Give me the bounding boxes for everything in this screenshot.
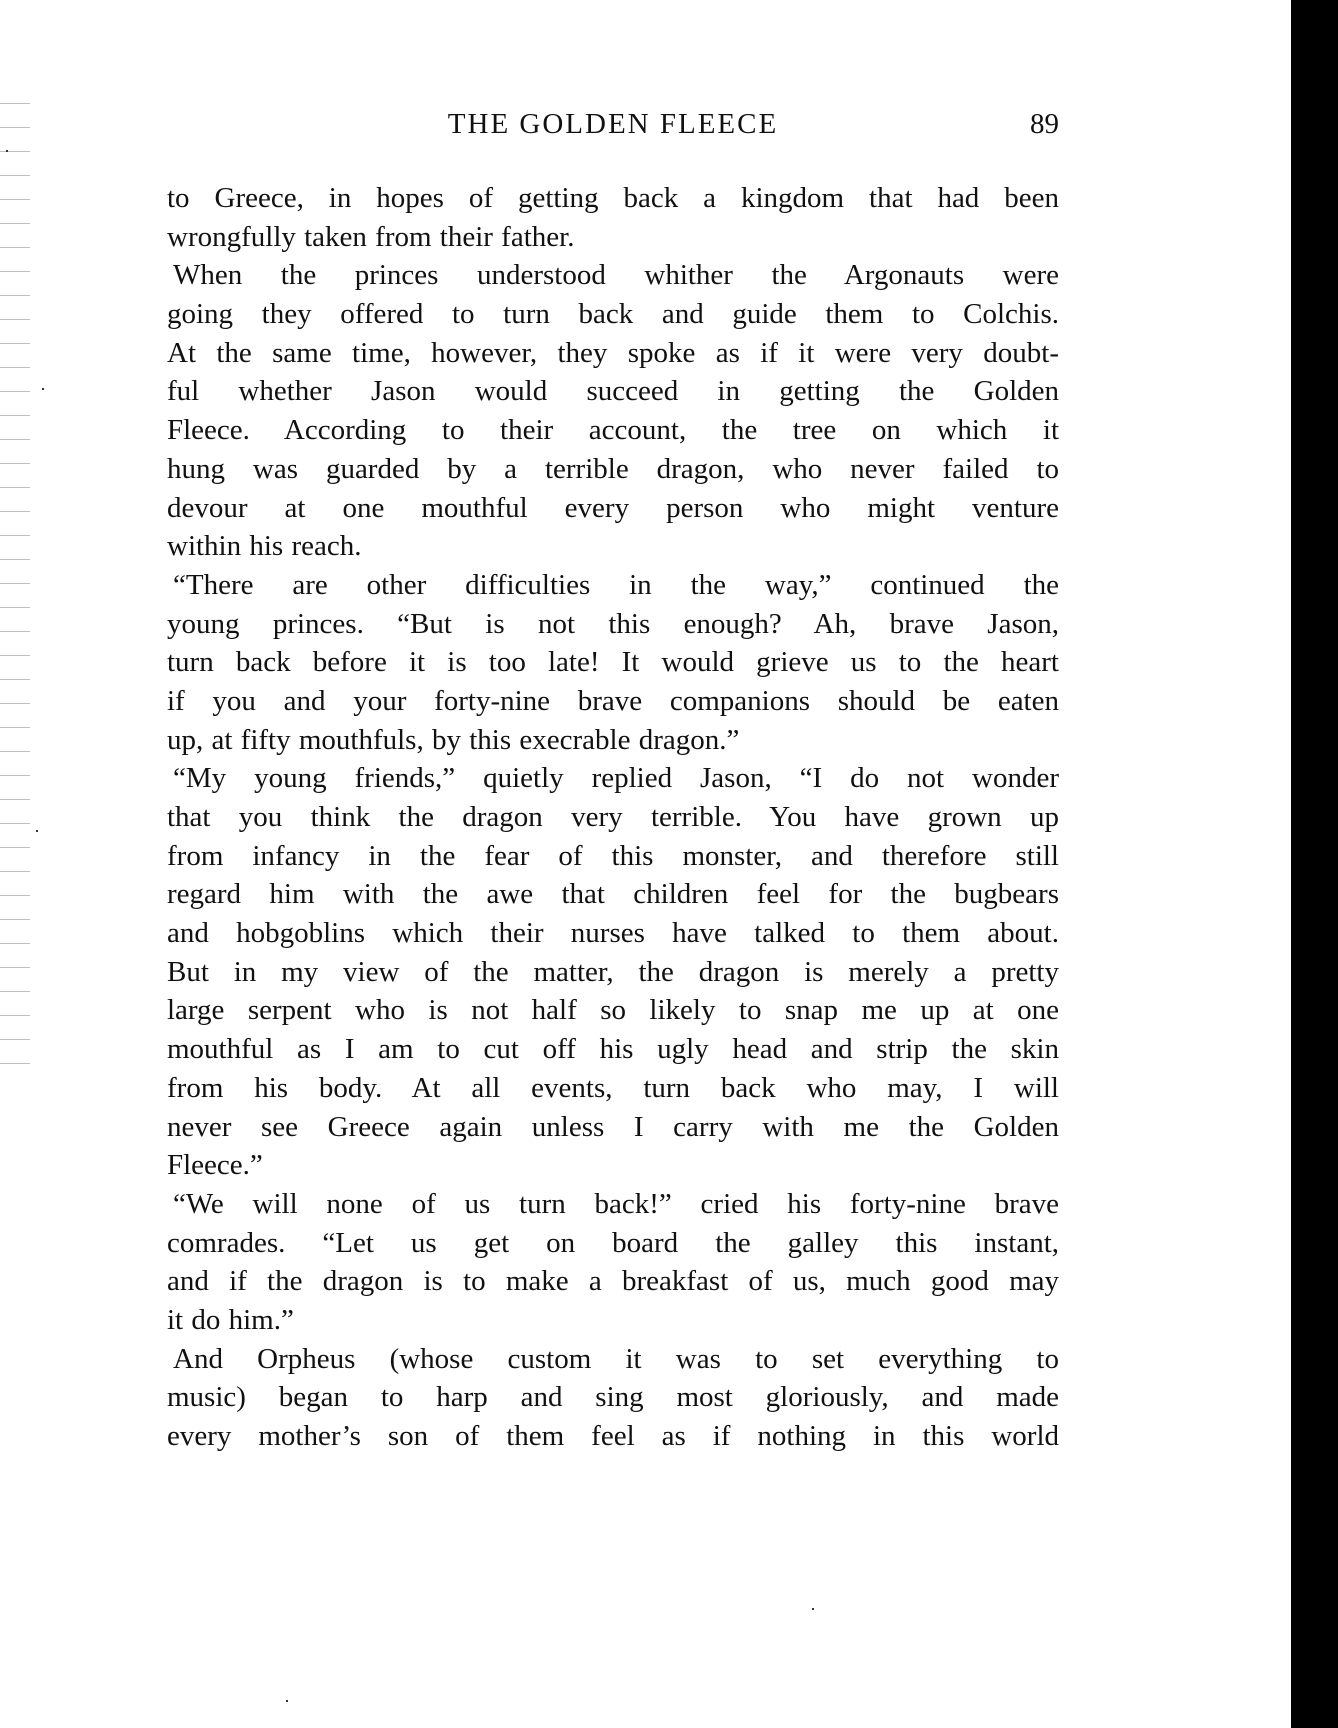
text-line: turn back before it is too late! It would grieve us to the heart [167, 646, 1059, 679]
page-number: 89 [1030, 108, 1059, 140]
text-line: from his body. At all events, turn back who may, I will [167, 1071, 1059, 1104]
text-line: “There are other difficulties in the way,” continued the [173, 568, 1059, 601]
text-line: At the same time, however, they spoke as if it were very doubt- [167, 336, 1059, 369]
text-line: within his reach. [167, 530, 362, 563]
text-line: comrades. “Let us get on board the galley this instant, [167, 1226, 1059, 1259]
text-line: Fleece.” [167, 1149, 263, 1182]
text-line: to Greece, in hopes of getting back a kingdom that had been [167, 182, 1059, 214]
text-line: up, at fifty mouthfuls, by this execrable dragon.” [167, 723, 740, 756]
text-line: and hobgoblins which their nurses have talked to them about. [167, 917, 1059, 950]
text-line: “We will none of us turn back!” cried his forty-nine brave [173, 1187, 1059, 1220]
text-line: Fleece. According to their account, the tree on which it [167, 414, 1059, 447]
text-line: young princes. “But is not this enough? Ah, brave Jason, [167, 607, 1059, 640]
text-line: wrongfully taken from their father. [167, 220, 575, 253]
scan-speck [36, 830, 38, 832]
text-line: music) began to harp and sing most gloriously, and made [167, 1381, 1059, 1414]
text-line: But in my view of the matter, the dragon is merely a pretty [167, 955, 1059, 988]
scan-speck [6, 150, 8, 152]
text-line: every mother’s son of them feel as if nothing in this world [167, 1420, 1059, 1452]
text-line: from infancy in the fear of this monster, and therefore still [167, 839, 1059, 872]
scan-edge-noise [0, 80, 30, 1080]
text-line: And Orpheus (whose custom it was to set everything to [173, 1342, 1059, 1375]
text-line: devour at one mouthful every person who might venture [167, 491, 1059, 524]
scan-speck [812, 1608, 814, 1610]
text-line: hung was guarded by a terrible dragon, who never failed to [167, 452, 1059, 485]
text-line: that you think the dragon very terrible. You have grown up [167, 801, 1059, 833]
text-line: if you and your forty-nine brave companions should be eaten [167, 684, 1059, 717]
text-line: “My young friends,” quietly replied Jason, “I do not wonder [173, 762, 1059, 795]
text-line: never see Greece again unless I carry with me the Golden [167, 1110, 1059, 1143]
text-line: it do him.” [167, 1303, 294, 1336]
text-line: ful whether Jason would succeed in getting the Golden [167, 375, 1059, 408]
scan-speck [286, 1700, 288, 1702]
text-line: mouthful as I am to cut off his ugly head and strip the skin [167, 1033, 1059, 1066]
scan-speck [42, 388, 44, 390]
text-line: When the princes understood whither the Argonauts were [173, 259, 1059, 292]
text-line: and if the dragon is to make a breakfast of us, much good may [167, 1265, 1059, 1298]
scan-border-bar [1291, 0, 1338, 1728]
text-line: large serpent who is not half so likely to snap me up at one [167, 994, 1059, 1027]
running-title: THE GOLDEN FLEECE [447, 108, 779, 140]
text-line: regard him with the awe that children feel for the bugbears [167, 878, 1059, 911]
text-line: going they offered to turn back and guide them to Colchis. [167, 298, 1059, 331]
running-header [167, 108, 1059, 148]
page-body-text [167, 179, 1059, 1456]
